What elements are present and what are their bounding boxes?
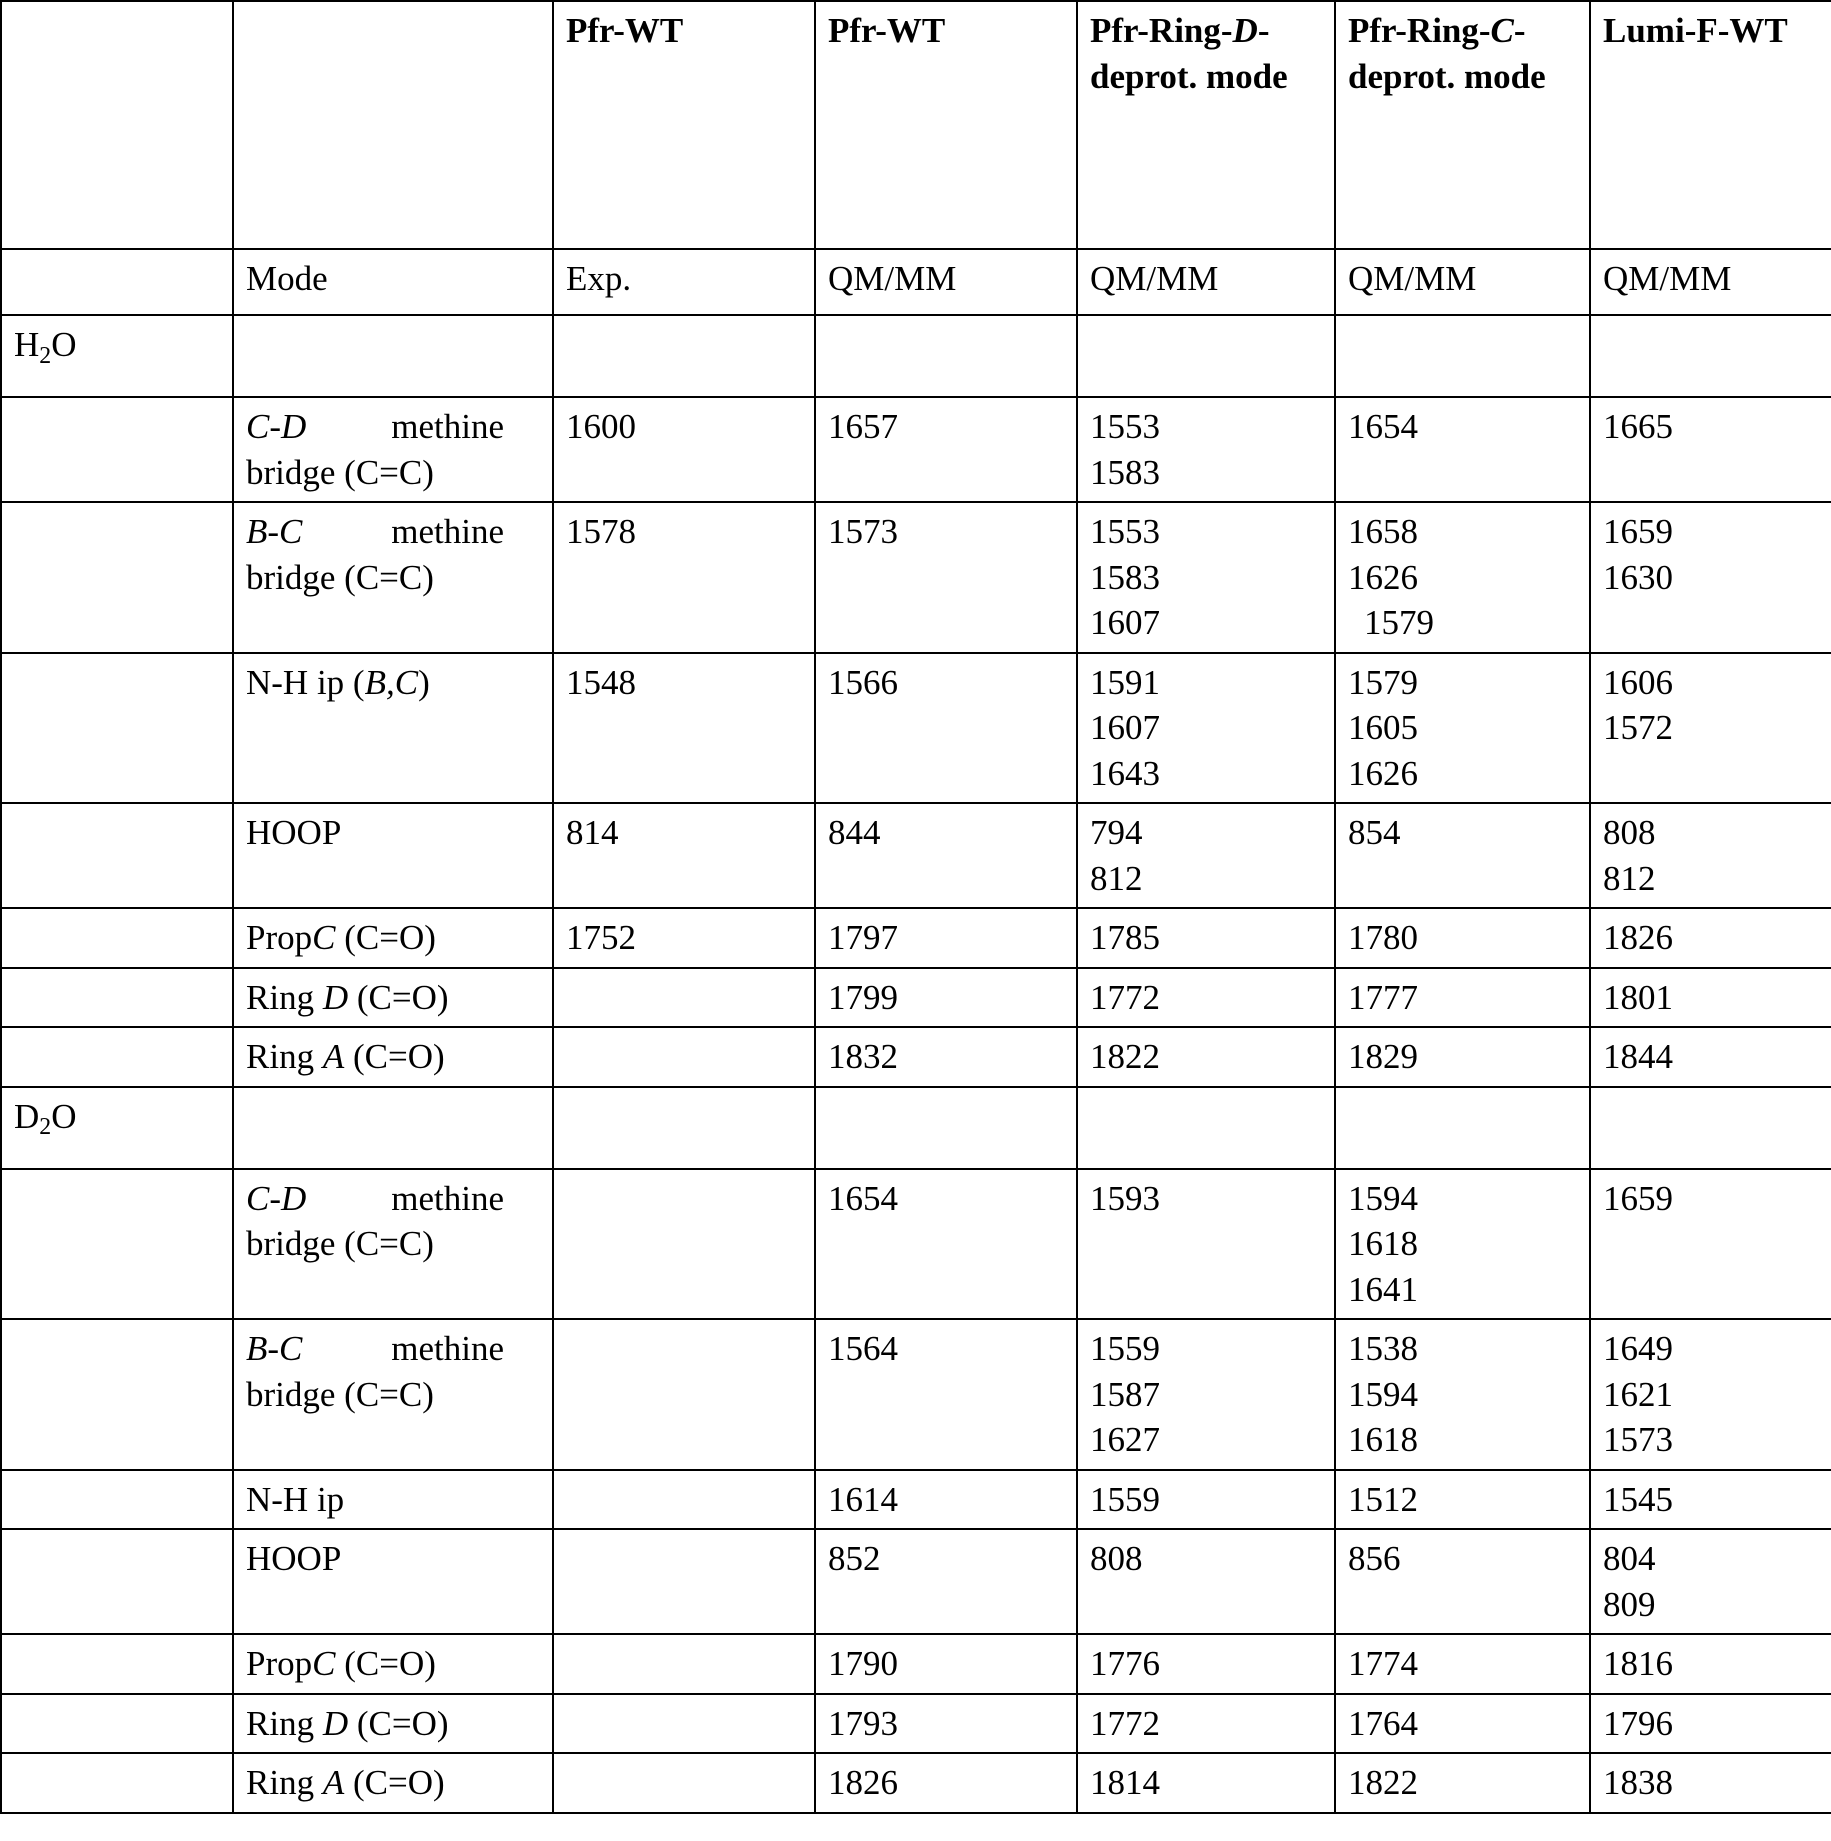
value: 852 — [828, 1539, 881, 1578]
value: 1606 — [1603, 662, 1673, 702]
cell-lumi_f_wt — [1590, 1529, 1831, 1634]
cell-pfr_wt_qmmm — [815, 1694, 1077, 1754]
cell-pfr_wt_exp — [553, 1529, 815, 1634]
value: 1566 — [828, 662, 898, 702]
value: 1605 — [1348, 708, 1418, 747]
row-solvent-spacer — [1, 1169, 233, 1320]
table-row — [1, 502, 1831, 653]
cell-pfr_ring_d — [1077, 653, 1335, 804]
row-solvent-spacer — [1, 1753, 233, 1813]
value: 856 — [1348, 1539, 1401, 1578]
value: 1579 — [1348, 662, 1418, 702]
subheader-pfr_wt_qmmm: QM/MM — [815, 249, 1077, 315]
section-empty-cell — [553, 315, 815, 397]
table-row — [1, 1319, 1831, 1470]
value: 1659 — [1603, 512, 1673, 551]
value: 1559 — [1090, 1479, 1160, 1519]
cell-pfr_ring_c — [1335, 1634, 1590, 1694]
value: 1538 — [1348, 1329, 1418, 1368]
column-header-pfr_ring_c: Pfr-Ring-C-deprot. mode — [1335, 1, 1590, 249]
cell-pfr_wt_qmmm — [815, 653, 1077, 804]
table-row — [1, 1169, 1831, 1320]
value: 1776 — [1090, 1644, 1160, 1683]
value: 808 — [1603, 813, 1656, 852]
cell-pfr_wt_qmmm — [815, 1634, 1077, 1694]
row-solvent-spacer — [1, 803, 233, 908]
row-mode-label: C-D methine bridge (C=C) — [233, 1169, 553, 1320]
cell-lumi_f_wt — [1590, 1027, 1831, 1087]
value: 1829 — [1348, 1037, 1418, 1076]
cell-lumi_f_wt — [1590, 397, 1831, 502]
column-header-lumi_f_wt: Lumi-F-WT — [1590, 1, 1831, 249]
value: 1512 — [1348, 1479, 1418, 1519]
value: 1587 — [1090, 1374, 1160, 1414]
cell-pfr_wt_qmmm — [815, 968, 1077, 1028]
cell-pfr_ring_d — [1077, 1169, 1335, 1320]
cell-pfr_wt_qmmm — [815, 908, 1077, 968]
value: 1626 — [1348, 753, 1418, 793]
value: 1583 — [1090, 557, 1160, 597]
value: 1797 — [828, 918, 898, 957]
cell-pfr_ring_d — [1077, 1027, 1335, 1087]
cell-lumi_f_wt — [1590, 1319, 1831, 1470]
cell-pfr_ring_c — [1335, 502, 1590, 653]
row-solvent-spacer — [1, 908, 233, 968]
table-body — [1, 1, 1831, 1813]
subheader-pfr_ring_c: QM/MM — [1335, 249, 1590, 315]
value: 1559 — [1090, 1329, 1160, 1368]
table-subheader-row — [1, 249, 1831, 315]
value: 1643 — [1090, 753, 1160, 793]
value: 1801 — [1603, 977, 1673, 1017]
section-empty-cell — [233, 1087, 553, 1169]
cell-pfr_ring_c — [1335, 1694, 1590, 1754]
row-solvent-spacer — [1, 1634, 233, 1694]
value: 1838 — [1603, 1763, 1673, 1802]
value: 1657 — [828, 407, 898, 446]
row-mode-label: HOOP — [233, 803, 553, 908]
cell-pfr_wt_exp — [553, 1027, 815, 1087]
table-row — [1, 1027, 1831, 1087]
section-label-d2o: $D_2O$ — [1, 1087, 233, 1169]
cell-pfr_wt_qmmm — [815, 1529, 1077, 1634]
value: 1649 — [1603, 1329, 1673, 1368]
section-empty-cell — [1077, 315, 1335, 397]
subheader-pfr_wt_exp: Exp. — [553, 249, 815, 315]
table-row — [1, 803, 1831, 908]
row-mode-label: Ring D (C=O) — [233, 968, 553, 1028]
value: 1573 — [1603, 1420, 1673, 1459]
value: 1573 — [828, 512, 898, 551]
value: 1665 — [1603, 407, 1673, 446]
cell-pfr_ring_c — [1335, 908, 1590, 968]
row-solvent-spacer — [1, 653, 233, 804]
section-empty-cell — [1590, 1087, 1831, 1169]
value: 1621 — [1603, 1374, 1673, 1414]
table-row — [1, 908, 1831, 968]
cell-pfr_wt_exp — [553, 803, 815, 908]
cell-pfr_wt_exp — [553, 397, 815, 502]
row-mode-label: HOOP — [233, 1529, 553, 1634]
value: 1844 — [1603, 1037, 1673, 1076]
value: 1816 — [1603, 1644, 1673, 1683]
cell-pfr_ring_d — [1077, 908, 1335, 968]
value: 1594 — [1348, 1374, 1418, 1414]
section-empty-cell — [553, 1087, 815, 1169]
row-solvent-spacer — [1, 502, 233, 653]
column-header-pfr_wt_qmmm: Pfr-WT — [815, 1, 1077, 249]
table-row — [1, 653, 1831, 804]
cell-lumi_f_wt — [1590, 1694, 1831, 1754]
value: 1618 — [1348, 1420, 1418, 1459]
value: 1752 — [566, 918, 636, 957]
value: 809 — [1603, 1584, 1656, 1624]
cell-pfr_wt_qmmm — [815, 397, 1077, 502]
value: 1793 — [828, 1703, 898, 1743]
subheader-pfr_ring_d: QM/MM — [1077, 249, 1335, 315]
table-row — [1, 397, 1831, 502]
table-row — [1, 1470, 1831, 1530]
value: 1658 — [1348, 512, 1418, 551]
row-mode-label: B-C methine bridge (C=C) — [233, 1319, 553, 1470]
value: 1774 — [1348, 1644, 1418, 1683]
cell-pfr_ring_c — [1335, 653, 1590, 804]
section-empty-cell — [1590, 315, 1831, 397]
value: 1578 — [566, 512, 636, 551]
cell-pfr_ring_c — [1335, 1753, 1590, 1813]
table-row — [1, 968, 1831, 1028]
column-header-pfr_ring_d: Pfr-Ring-D-deprot. mode — [1077, 1, 1335, 249]
value: 1822 — [1090, 1037, 1160, 1076]
value: 854 — [1348, 813, 1401, 852]
table-row — [1, 1753, 1831, 1813]
row-mode-label: N-H ip (B,C) — [233, 653, 553, 804]
row-solvent-spacer — [1, 397, 233, 502]
value: 1579 — [1364, 603, 1434, 642]
cell-pfr_wt_qmmm — [815, 1027, 1077, 1087]
section-empty-cell — [1335, 1087, 1590, 1169]
value: 1785 — [1090, 918, 1160, 957]
cell-pfr_wt_exp — [553, 1634, 815, 1694]
cell-pfr_ring_c — [1335, 803, 1590, 908]
value: 1545 — [1603, 1479, 1673, 1519]
cell-pfr_ring_c — [1335, 1319, 1590, 1470]
value: 1764 — [1348, 1703, 1418, 1743]
value: 1772 — [1090, 1703, 1160, 1743]
row-mode-label: PropC (C=O) — [233, 1634, 553, 1694]
section-header-row-d2o — [1, 1087, 1831, 1169]
cell-pfr_ring_d — [1077, 1753, 1335, 1813]
value: 1600 — [566, 407, 636, 446]
cell-lumi_f_wt — [1590, 1169, 1831, 1320]
cell-lumi_f_wt — [1590, 1753, 1831, 1813]
section-empty-cell — [233, 315, 553, 397]
value: 1630 — [1603, 557, 1673, 597]
column-header-pfr_wt_exp: Pfr-WT — [553, 1, 815, 249]
value: 1564 — [828, 1329, 898, 1368]
value: 1553 — [1090, 512, 1160, 551]
value: 1614 — [828, 1479, 898, 1519]
cell-pfr_wt_qmmm — [815, 1169, 1077, 1320]
value: 1553 — [1090, 407, 1160, 446]
cell-pfr_wt_exp — [553, 1319, 815, 1470]
cell-pfr_wt_qmmm — [815, 502, 1077, 653]
section-empty-cell — [815, 315, 1077, 397]
section-empty-cell — [815, 1087, 1077, 1169]
cell-pfr_wt_qmmm — [815, 803, 1077, 908]
cell-pfr_wt_qmmm — [815, 1319, 1077, 1470]
value: 804 — [1603, 1539, 1656, 1578]
value: 1777 — [1348, 977, 1418, 1017]
column-header-solvent — [1, 1, 233, 249]
cell-pfr_ring_c — [1335, 1529, 1590, 1634]
cell-pfr_ring_c — [1335, 1027, 1590, 1087]
value: 1790 — [828, 1644, 898, 1683]
cell-pfr_ring_c — [1335, 1470, 1590, 1530]
row-mode-label: Ring A (C=O) — [233, 1027, 553, 1087]
subheader-mode: Mode — [233, 249, 553, 315]
row-mode-label: Ring A (C=O) — [233, 1753, 553, 1813]
value: 794 — [1090, 813, 1143, 852]
value: 1627 — [1090, 1420, 1160, 1459]
section-label-h2o: $H_2O$ — [1, 315, 233, 397]
table-header-row — [1, 1, 1831, 249]
cell-lumi_f_wt — [1590, 1634, 1831, 1694]
value: 1591 — [1090, 662, 1160, 702]
table-row — [1, 1634, 1831, 1694]
value: 844 — [828, 813, 881, 852]
value: 1607 — [1090, 708, 1160, 747]
value: 1583 — [1090, 452, 1160, 492]
cell-pfr_wt_exp — [553, 1470, 815, 1530]
cell-pfr_ring_d — [1077, 968, 1335, 1028]
cell-pfr_ring_d — [1077, 1529, 1335, 1634]
column-header-mode — [233, 1, 553, 249]
value: 1772 — [1090, 977, 1160, 1017]
value: 1826 — [828, 1763, 898, 1802]
cell-pfr_ring_d — [1077, 1470, 1335, 1530]
cell-lumi_f_wt — [1590, 502, 1831, 653]
value: 1593 — [1090, 1178, 1160, 1218]
cell-pfr_ring_d — [1077, 1694, 1335, 1754]
cell-pfr_wt_qmmm — [815, 1470, 1077, 1530]
cell-lumi_f_wt — [1590, 653, 1831, 804]
value: 808 — [1090, 1539, 1143, 1578]
value: 1594 — [1348, 1178, 1418, 1218]
value: 1654 — [828, 1178, 898, 1218]
row-mode-label: N-H ip — [233, 1470, 553, 1530]
value: 1780 — [1348, 918, 1418, 957]
row-solvent-spacer — [1, 1470, 233, 1530]
section-empty-cell — [1077, 1087, 1335, 1169]
cell-pfr_wt_exp — [553, 1694, 815, 1754]
value: 1799 — [828, 977, 898, 1017]
value: 1626 — [1348, 557, 1418, 597]
subheader-solvent — [1, 249, 233, 315]
cell-lumi_f_wt — [1590, 968, 1831, 1028]
row-solvent-spacer — [1, 1529, 233, 1634]
cell-pfr_wt_exp — [553, 968, 815, 1028]
cell-pfr_wt_exp — [553, 653, 815, 804]
row-mode-label: PropC (C=O) — [233, 908, 553, 968]
value: 1641 — [1348, 1269, 1418, 1309]
value: 1659 — [1603, 1178, 1673, 1218]
value: 1607 — [1090, 603, 1160, 642]
value: 1826 — [1603, 918, 1673, 957]
cell-lumi_f_wt — [1590, 1470, 1831, 1530]
cell-lumi_f_wt — [1590, 908, 1831, 968]
value: 1572 — [1603, 708, 1673, 747]
value: 1654 — [1348, 407, 1418, 446]
value: 1814 — [1090, 1763, 1160, 1802]
value: 1796 — [1603, 1703, 1673, 1743]
cell-pfr_ring_c — [1335, 397, 1590, 502]
cell-pfr_wt_qmmm — [815, 1753, 1077, 1813]
cell-lumi_f_wt — [1590, 803, 1831, 908]
table-row — [1, 1529, 1831, 1634]
row-solvent-spacer — [1, 1694, 233, 1754]
value: 1548 — [566, 662, 636, 702]
cell-pfr_ring_d — [1077, 1634, 1335, 1694]
cell-pfr_wt_exp — [553, 502, 815, 653]
row-mode-label: Ring D (C=O) — [233, 1694, 553, 1754]
cell-pfr_ring_d — [1077, 397, 1335, 502]
cell-pfr_ring_d — [1077, 1319, 1335, 1470]
table-row — [1, 1694, 1831, 1754]
value: 1822 — [1348, 1763, 1418, 1802]
row-mode-label: C-D methine bridge (C=C) — [233, 397, 553, 502]
subheader-lumi_f_wt: QM/MM — [1590, 249, 1831, 315]
value: 812 — [1603, 858, 1656, 898]
section-header-row-h2o — [1, 315, 1831, 397]
value: 1832 — [828, 1037, 898, 1076]
cell-pfr_ring_c — [1335, 968, 1590, 1028]
row-solvent-spacer — [1, 1027, 233, 1087]
row-solvent-spacer — [1, 968, 233, 1028]
cell-pfr_ring_d — [1077, 502, 1335, 653]
cell-pfr_wt_exp — [553, 1753, 815, 1813]
cell-pfr_wt_exp — [553, 1169, 815, 1320]
row-solvent-spacer — [1, 1319, 233, 1470]
value: 1618 — [1348, 1224, 1418, 1263]
value: 814 — [566, 813, 619, 852]
cell-pfr_wt_exp — [553, 908, 815, 968]
row-mode-label: B-C methine bridge (C=C) — [233, 502, 553, 653]
cell-pfr_ring_d — [1077, 803, 1335, 908]
value: 812 — [1090, 858, 1143, 898]
cell-pfr_ring_c — [1335, 1169, 1590, 1320]
section-empty-cell — [1335, 315, 1590, 397]
